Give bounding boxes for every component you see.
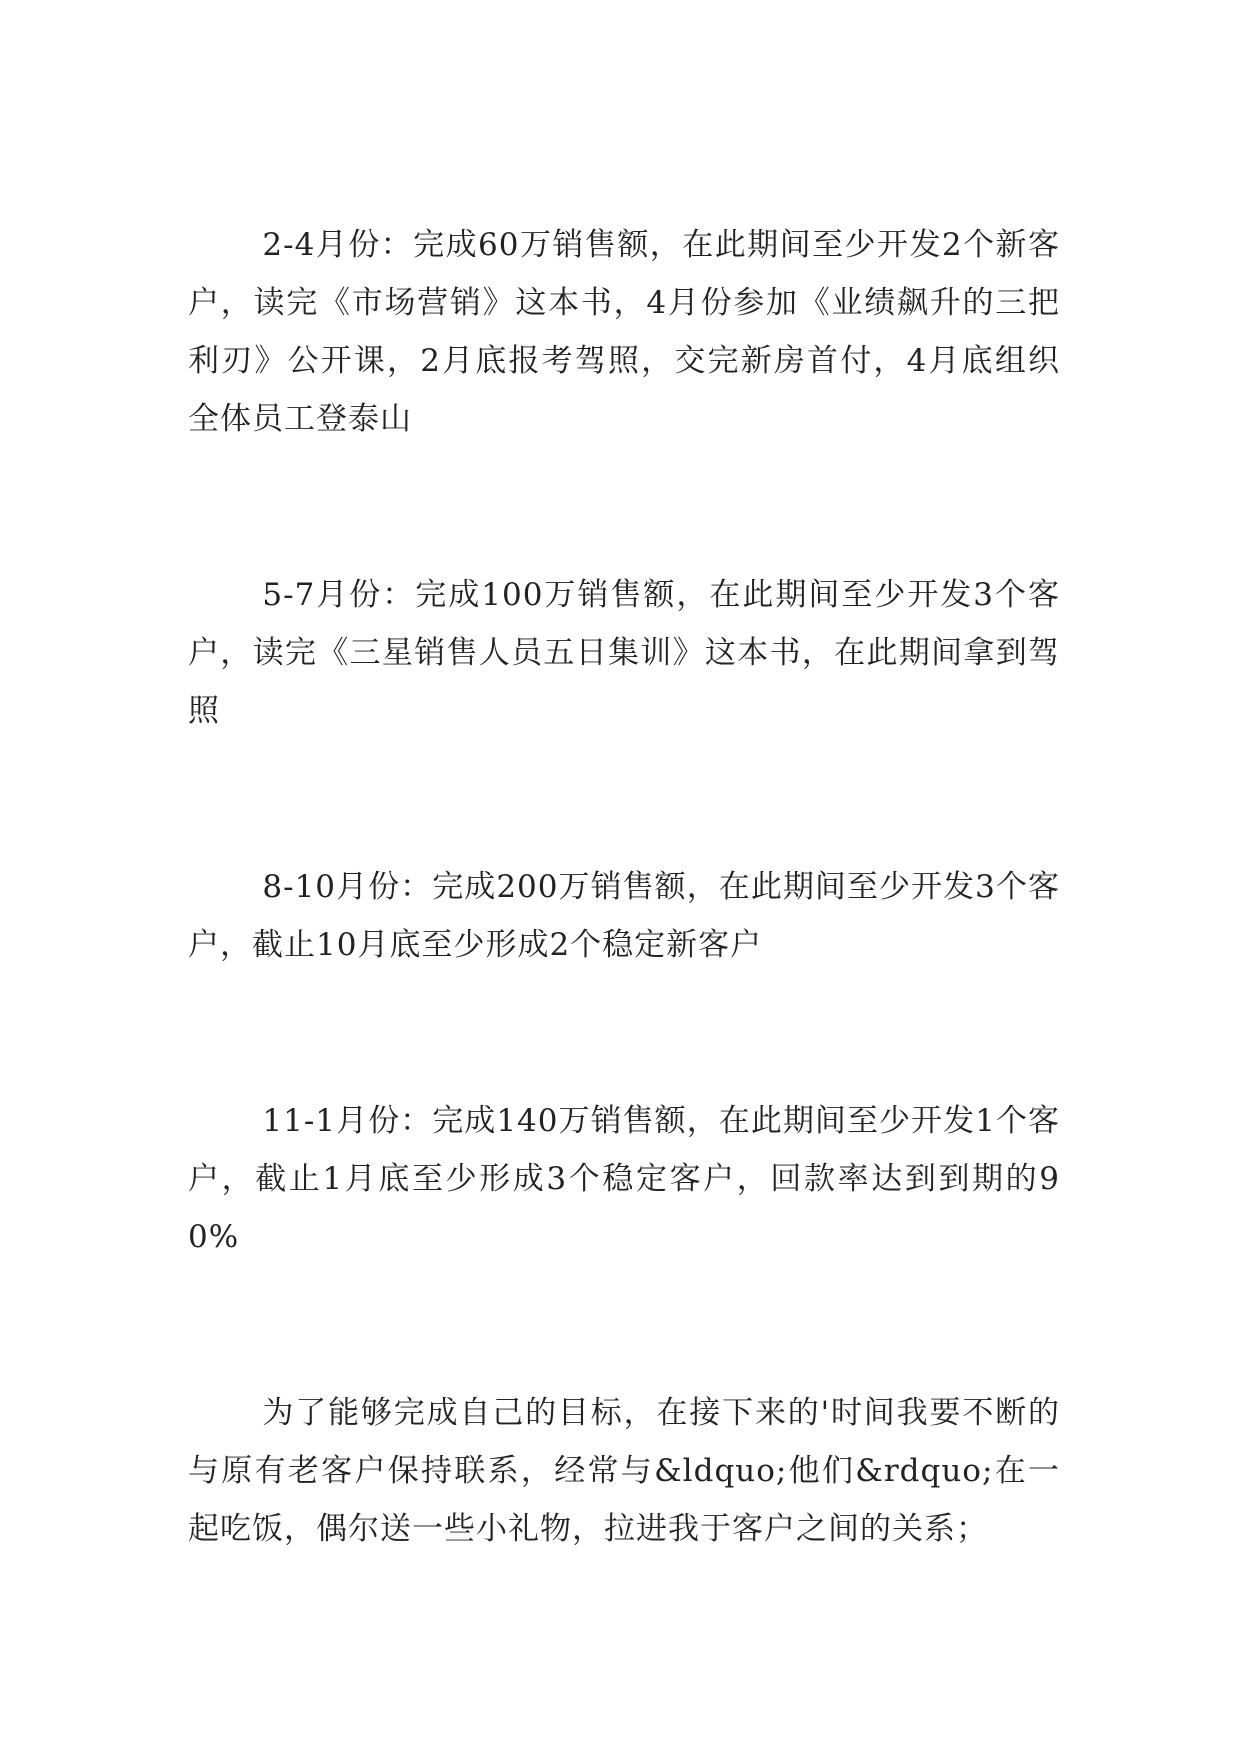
paragraph-nov-jan-goals: 11-1月份：完成140万销售额，在此期间至少开发1个客户，截止1月底至少形成3个稳定客户，回款率达到到期的90% bbox=[188, 1103, 1060, 1255]
paragraph-action-plan: 为了能够完成自己的目标，在接下来的'时间我要不断的与原有老客户保持联系，经常与&ldquo;他们&rdquo;在一起吃饭，偶尔送一些小礼物，拉进我于客户之间的关系； bbox=[188, 1395, 1060, 1547]
paragraph-feb-apr-goals: 2-4月份：完成60万销售额，在此期间至少开发2个新客户，读完《市场营销》这本书，4月份参加《业绩飙升的三把利刃》公开课，2月底报考驾照，交完新房首付，4月底组织全体员工登泰山 bbox=[188, 227, 1060, 437]
paragraph-may-jul-goals: 5-7月份：完成100万销售额，在此期间至少开发3个客户，读完《三星销售人员五日集训》这本书，在此期间拿到驾照 bbox=[188, 577, 1060, 729]
paragraph-aug-oct-goals: 8-10月份：完成200万销售额，在此期间至少开发3个客户，截止10月底至少形成2个稳定新客户 bbox=[188, 869, 1060, 963]
